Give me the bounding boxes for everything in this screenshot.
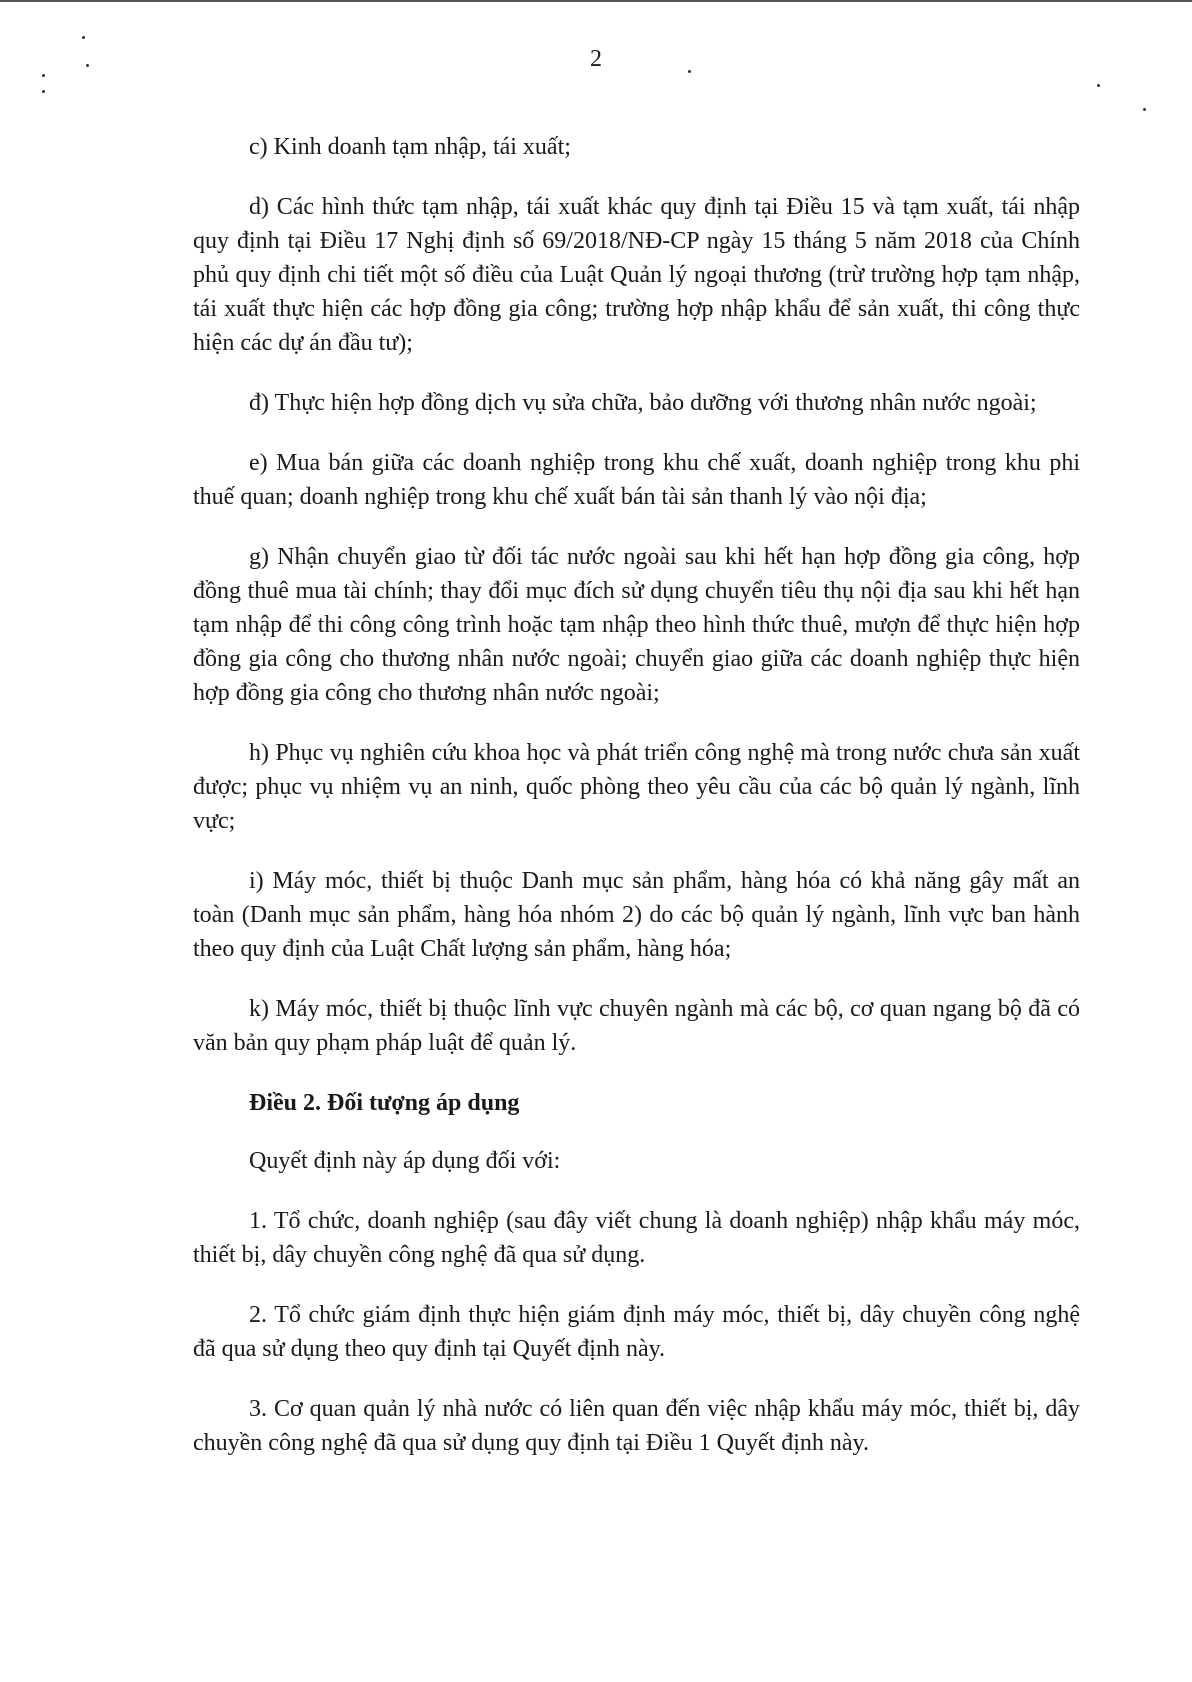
- scan-speck: [1143, 108, 1146, 111]
- paragraph-d: d) Các hình thức tạm nhập, tái xuất khác quy định tại Điều 15 và tạm xuất, tái nhập quy định tại Điều 17 Nghị định số 69/2018/NĐ-CP ngày 15 tháng 5 năm 2018 của Chính phủ quy định chi tiết một số điều của Luật Quản lý ngoại thương (trừ trường hợp tạm nhập, tái xuất thực hiện các hợp đồng gia công; trường hợp nhập khẩu để sản xuất, thi công thực hiện các dự án đầu tư);: [193, 194, 1080, 356]
- paragraph-c: c) Kinh doanh tạm nhập, tái xuất;: [249, 134, 571, 160]
- scan-speck: [42, 90, 45, 93]
- article-2-item-1: 1. Tổ chức, doanh nghiệp (sau đây viết chung là doanh nghiệp) nhập khẩu máy móc, thiết bị, dây chuyền công nghệ đã qua sử dụng.: [193, 1208, 1080, 1268]
- scan-speck: [82, 36, 85, 39]
- paragraph-h: h) Phục vụ nghiên cứu khoa học và phát triển công nghệ mà trong nước chưa sản xuất được; phục vụ nhiệm vụ an ninh, quốc phòng theo yêu cầu của các bộ quản lý ngành, lĩnh vực;: [193, 740, 1080, 834]
- article-2-heading: Điều 2. Đối tượng áp dụng: [249, 1090, 520, 1116]
- document-body: [193, 130, 1080, 1486]
- paragraph-e: e) Mua bán giữa các doanh nghiệp trong khu chế xuất, doanh nghiệp trong khu phi thuế quan; doanh nghiệp trong khu chế xuất bán tài sản thanh lý vào nội địa;: [193, 450, 1080, 510]
- paragraph-i: i) Máy móc, thiết bị thuộc Danh mục sản phẩm, hàng hóa có khả năng gây mất an toàn (Danh mục sản phẩm, hàng hóa nhóm 2) do các bộ quản lý ngành, lĩnh vực ban hành theo quy định của Luật Chất lượng sản phẩm, hàng hóa;: [193, 868, 1080, 962]
- article-2-item-2: 2. Tổ chức giám định thực hiện giám định máy móc, thiết bị, dây chuyền công nghệ đã qua sử dụng theo quy định tại Quyết định này.: [193, 1302, 1080, 1362]
- paragraph-g: g) Nhận chuyển giao từ đối tác nước ngoài sau khi hết hạn hợp đồng gia công, hợp đồng thuê mua tài chính; thay đổi mục đích sử dụng chuyển tiêu thụ nội địa sau khi hết hạn tạm nhập để thi công công trình hoặc tạm nhập theo hình thức thuê, mượn để thực hiện hợp đồng gia công cho thương nhân nước ngoài; chuyển giao giữa các doanh nghiệp thực hiện hợp đồng gia công cho thương nhân nước ngoài;: [193, 544, 1080, 706]
- scan-speck: [42, 74, 45, 77]
- page-number: 2: [590, 46, 602, 72]
- paragraph-dd: đ) Thực hiện hợp đồng dịch vụ sửa chữa, bảo dưỡng với thương nhân nước ngoài;: [249, 390, 1037, 416]
- scan-speck: [1097, 84, 1100, 87]
- paragraph-k: k) Máy móc, thiết bị thuộc lĩnh vực chuyên ngành mà các bộ, cơ quan ngang bộ đã có văn bản quy phạm pháp luật để quản lý.: [193, 996, 1080, 1056]
- article-2-item-3: 3. Cơ quan quản lý nhà nước có liên quan đến việc nhập khẩu máy móc, thiết bị, dây chuyền công nghệ đã qua sử dụng quy định tại Điều 1 Quyết định này.: [193, 1396, 1080, 1456]
- article-2-intro: Quyết định này áp dụng đối với:: [249, 1148, 561, 1174]
